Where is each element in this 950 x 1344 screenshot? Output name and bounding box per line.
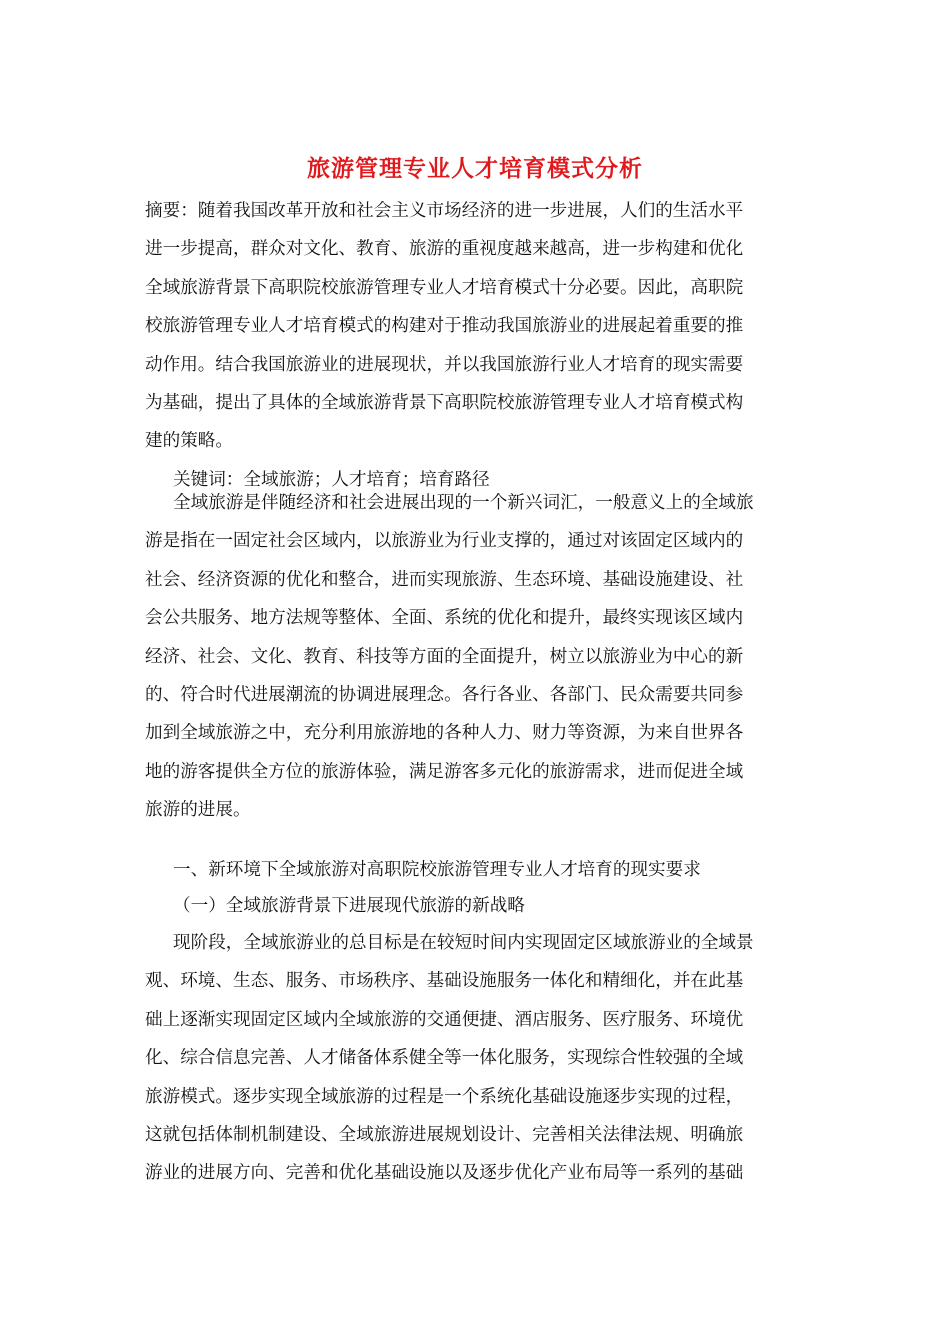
abstract-line: 全域旅游背景下高职院校旅游管理专业人才培育模式十分必要。因此，高职院 xyxy=(145,277,744,298)
keywords-line: 关键词：全域旅游；人才培育；培育路径 xyxy=(173,469,490,490)
intro-line: 的、符合时代进展潮流的协调进展理念。各行各业、各部门、民众需要共同参 xyxy=(145,685,744,706)
intro-line: 游是指在一固定社会区域内，以旅游业为行业支撑的，通过对该固定区域内的 xyxy=(145,531,744,552)
body-line: 这就包括体制机制建设、全域旅游进展规划设计、完善相关法律法规、明确旅 xyxy=(145,1125,744,1146)
body-line: 游业的进展方向、完善和优化基础设施以及逐步优化产业布局等一系列的基础 xyxy=(145,1163,744,1184)
body-line: 现阶段，全域旅游业的总目标是在较短时间内实现固定区域旅游业的全域景 xyxy=(173,933,754,953)
body-line: 化、综合信息完善、人才储备体系健全等一体化服务，实现综合性较强的全域 xyxy=(145,1048,744,1069)
abstract-line: 动作用。结合我国旅游业的进展现状，并以我国旅游行业人才培育的现实需要 xyxy=(145,354,744,375)
abstract-line: 建的策略。 xyxy=(145,431,233,452)
abstract-line: 进一步提高，群众对文化、教育、旅游的重视度越来越高，进一步构建和优化 xyxy=(145,239,744,260)
subsection-heading: （一）全域旅游背景下进展现代旅游的新战略 xyxy=(173,896,525,916)
intro-line: 全域旅游是伴随经济和社会进展出现的一个新兴词汇，一般意义上的全域旅 xyxy=(173,493,754,513)
intro-line: 会公共服务、地方法规等整体、全面、系统的优化和提升，最终实现该区域内 xyxy=(145,608,744,629)
document-title: 旅游管理专业人才培育模式分析 xyxy=(307,155,643,182)
intro-line: 地的游客提供全方位的旅游体验，满足游客多元化的旅游需求，进而促进全域 xyxy=(145,761,744,782)
abstract-paragraph xyxy=(145,192,807,499)
section-one xyxy=(145,852,807,1193)
intro-line: 经济、社会、文化、教育、科技等方面的全面提升，树立以旅游业为中心的新 xyxy=(145,646,744,667)
abstract-line: 校旅游管理专业人才培育模式的构建对于推动我国旅游业的进展起着重要的推 xyxy=(145,316,744,337)
body-line: 观、环境、生态、服务、市场秩序、基础设施服务一体化和精细化，并在此基 xyxy=(145,971,744,992)
intro-paragraph xyxy=(145,484,807,830)
intro-line: 社会、经济资源的优化和整合，进而实现旅游、生态环境、基础设施建设、社 xyxy=(145,569,744,590)
section-heading: 一、新环境下全域旅游对高职院校旅游管理专业人才培育的现实要求 xyxy=(173,860,701,880)
body-line: 旅游模式。逐步实现全域旅游的过程是一个系统化基础设施逐步实现的过程， xyxy=(145,1086,744,1107)
intro-line: 旅游的进展。 xyxy=(145,800,251,821)
intro-line: 加到全域旅游之中，充分利用旅游地的各种人力、财力等资源，为来自世界各 xyxy=(145,723,744,744)
abstract-line: 摘要：随着我国改革开放和社会主义市场经济的进一步进展，人们的生活水平 xyxy=(145,201,744,221)
body-line: 础上逐渐实现固定区域内全域旅游的交通便捷、酒店服务、医疗服务、环境优 xyxy=(145,1009,744,1030)
abstract-line: 为基础，提出了具体的全域旅游背景下高职院校旅游管理专业人才培育模式构 xyxy=(145,393,744,414)
